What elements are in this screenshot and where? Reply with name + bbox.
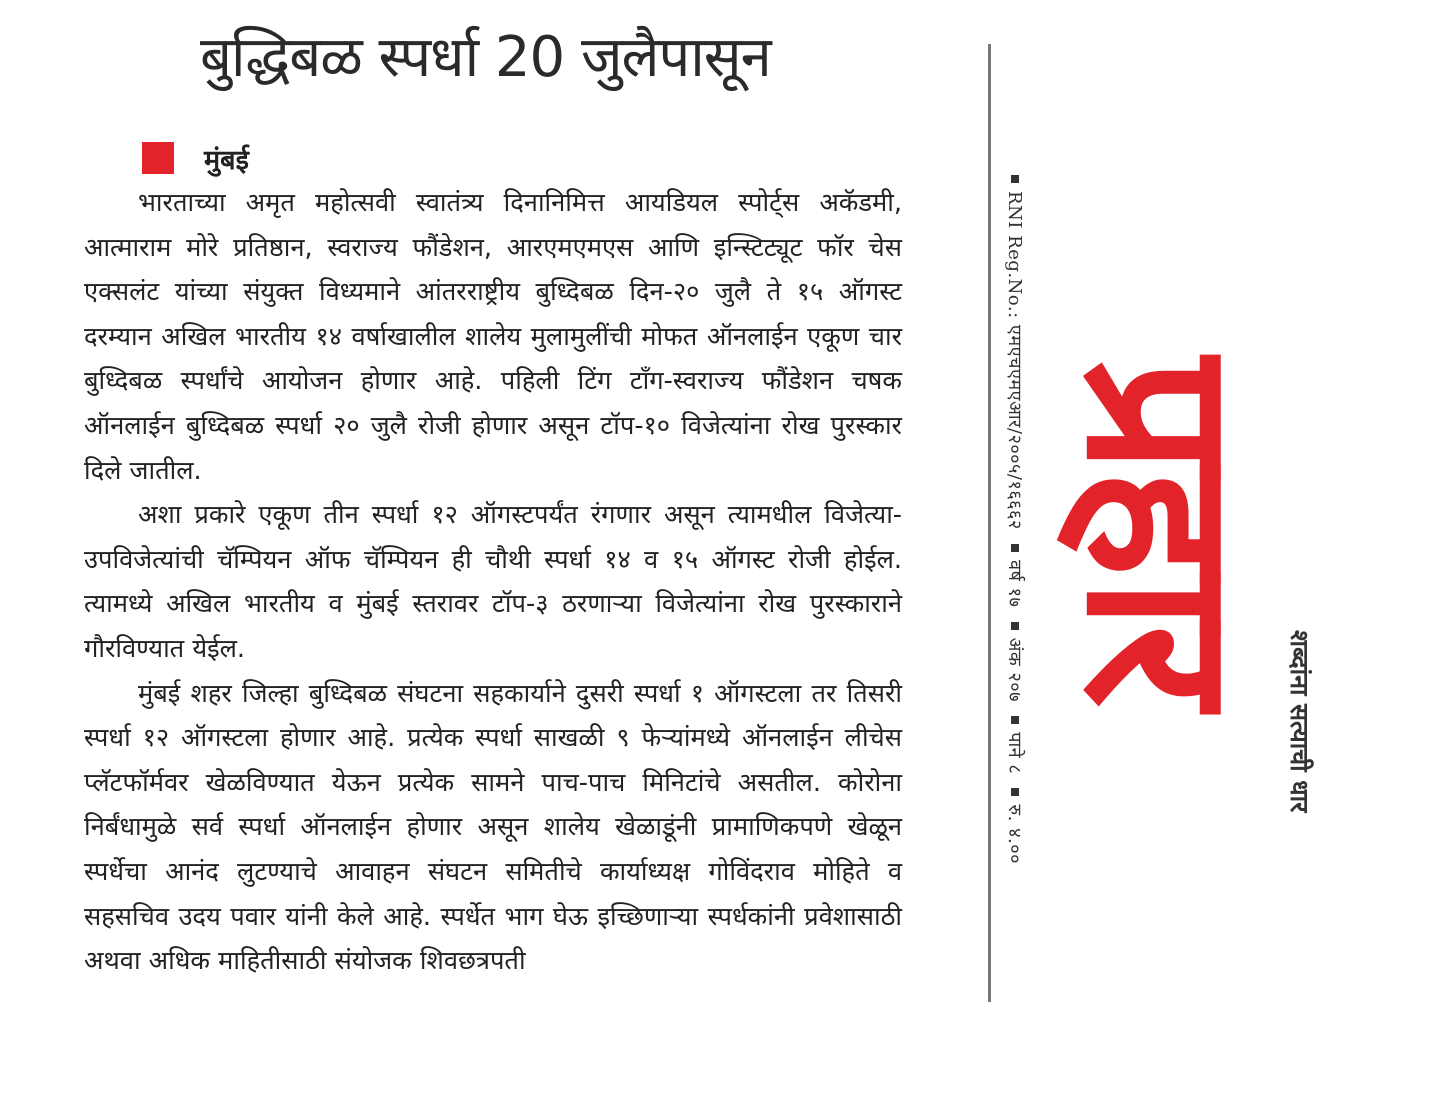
registration-number: RNI Reg.No.: एमएचएमएआर/२००५/१६६६२ <box>1004 191 1025 530</box>
issue-pages: पाने ८ <box>1004 732 1025 775</box>
red-square-bullet-icon <box>142 142 174 174</box>
article-headline: बुद्धिबळ स्पर्धा 20 जुलैपासून <box>200 25 771 90</box>
masthead-logo: प्रहार <box>1041 357 1279 703</box>
issue-number: अंक २०७ <box>1004 637 1025 702</box>
newspaper-masthead <box>1040 150 1280 910</box>
bullet-icon <box>1011 544 1019 552</box>
bullet-icon <box>1011 716 1019 724</box>
bullet-icon <box>1011 175 1019 183</box>
issue-price: रु. ४.०० <box>1004 804 1025 864</box>
article-paragraph-1: भारताच्या अमृत महोत्सवी स्वातंत्र्य दिनानिमित्त आयडियल स्पोर्ट्स अकॅडमी, आत्माराम मोरे प्रतिष्ठान, स्वराज्य फौंडेशन, आरएमएमएस आणि इन्स्टिट्यूट फॉर चेस एक्सलंट यांच्या संयुक्त विध्यमाने आंतरराष्ट्रीय बुध्दिबळ दिन-२० जुलै ते १५ ऑगस्ट दरम्यान अखिल भारतीय १४ वर्षाखालील शालेय मुलामुलींची मोफत ऑनलाईन एकूण चार बुध्दिबळ स्पर्धांचे आयोजन होणार आहे. पहिली टिंग टाँग-स्वराज्य फौंडेशन चषक ऑनलाईन बुध्दिबळ स्पर्धा २० जुलै रोजी होणार असून टॉप-१० विजेत्यांना रोख पुरस्कार दिले जातील. <box>84 188 902 486</box>
article-body <box>84 181 902 984</box>
dateline-city: मुंबई <box>204 144 249 176</box>
bullet-icon <box>1011 622 1019 630</box>
dateline <box>142 138 249 178</box>
article-paragraph-3: मुंबई शहर जिल्हा बुध्दिबळ संघटना सहकार्याने दुसरी स्पर्धा १ ऑगस्टला तर तिसरी स्पर्धा १२ ऑगस्टला होणार आहे. प्रत्येक स्पर्धा साखळी ९ फेऱ्यांमध्ये ऑनलाईन लीचेस प्लॅटफॉर्मवर खेळविण्यात येऊन प्रत्येक सामने पाच-पाच मिनिटांचे असतील. कोरोना निर्बंधामुळे सर्व स्पर्धा ऑनलाईन होणार असून शालेय खेळाडूंनी प्रामाणिकपणे खेळून स्पर्धेचा आनंद लुटण्याचे आवाहन संघटन समितीचे कार्याध्यक्ष गोविंदराव मोहिते व सहसचिव उदय पवार यांनी केले आहे. स्पर्धेत भाग घेऊ इच्छिणाऱ्या स्पर्धकांनी प्रवेशासाठी अथवा अधिक माहितीसाठी संयोजक शिवछत्रपती <box>84 678 902 977</box>
column-divider <box>988 44 991 1002</box>
bullet-icon <box>1011 788 1019 796</box>
masthead-registration-line <box>1000 175 1028 935</box>
article-paragraph-2: अशा प्रकारे एकूण तीन स्पर्धा १२ ऑगस्टपर्यंत रंगणार असून त्यामधील विजेत्या-उपविजेत्यांची चॅम्पियन ऑफ चॅम्पियन ही चौथी स्पर्धा १४ व १५ ऑगस्ट रोजी होईल. त्यामध्ये अखिल भारतीय व मुंबई स्तरावर टॉप-३ ठरणाऱ्या विजेत्यांना रोख पुरस्काराने गौरविण्यात येईल. <box>84 500 902 664</box>
issue-year: वर्ष १७ <box>1004 560 1025 608</box>
masthead-tagline: शब्दांना सत्याची धार <box>1285 630 1314 813</box>
